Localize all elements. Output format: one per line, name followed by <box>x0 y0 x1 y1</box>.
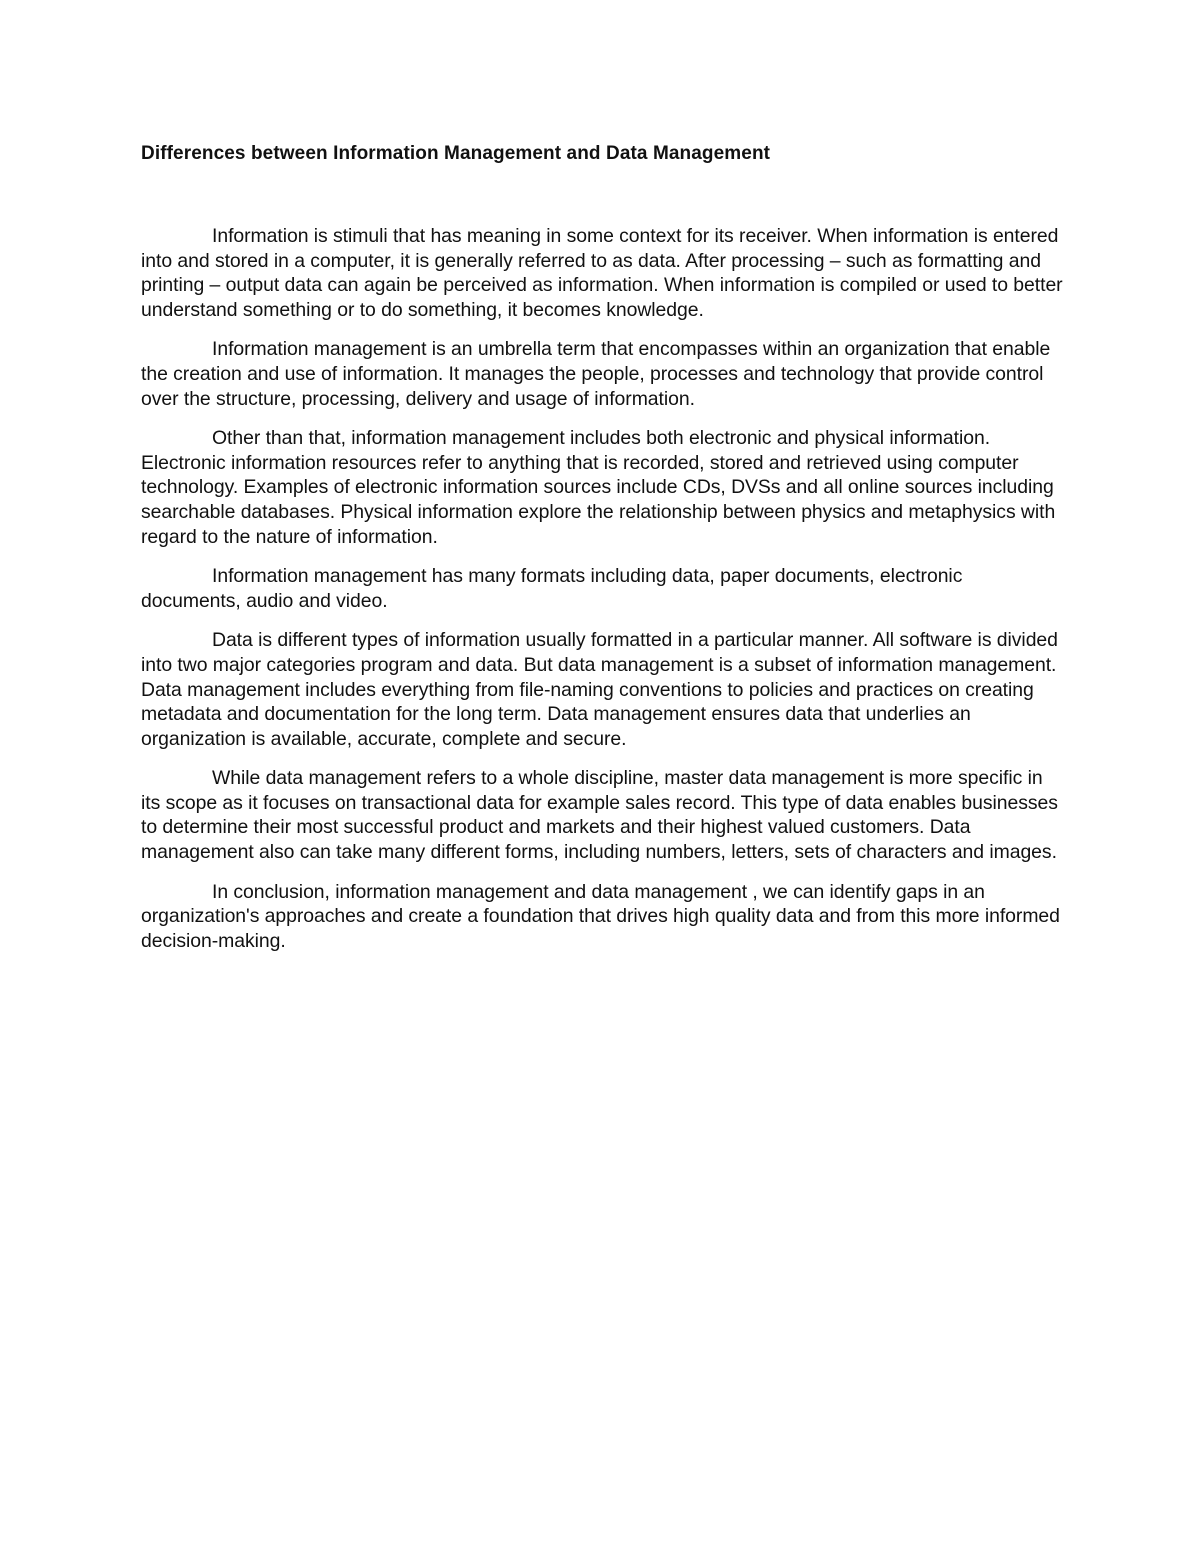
document-title: Differences between Information Management and Data Management <box>141 143 771 164</box>
paragraph-4: Information management has many formats including data, paper documents, electronic documents, audio and video. <box>141 565 963 612</box>
paragraph-5: Data is different types of information usually formatted in a particular manner. All software is divided into two major categories program and data. But data management is a subset of information management. Data management includes everything from file-naming conventions to policies and practices on creating metadata and documentation for the long term. Data management ensures data that underlies an organization is available, accurate, complete and secure. <box>141 629 1058 750</box>
document-content <box>141 141 1066 968</box>
paragraph-6: While data management refers to a whole discipline, master data management is more specific in its scope as it focuses on transactional data for example sales record. This type of data enables businesses to determine their most successful product and markets and their highest valued customers. Data management also can take many different forms, including numbers, letters, sets of characters and images. <box>141 767 1058 864</box>
document-body <box>141 224 1066 953</box>
paragraph-2: Information management is an umbrella term that encompasses within an organization that enable the creation and use of information. It manages the people, processes and technology that provide control over the structure, processing, delivery and usage of information. <box>141 338 1051 410</box>
paragraph-1: Information is stimuli that has meaning in some context for its receiver. When information is entered into and stored in a computer, it is generally referred to as data. After processing – such as formatting and printing – output data can again be perceived as information. When information is compiled or used to better understand something or to do something, it becomes knowledge. <box>141 225 1063 321</box>
paragraph-7: In conclusion, information management and data management , we can identify gaps in an organization's approaches and create a foundation that drives high quality data and from this more informed decision-making. <box>141 880 1060 952</box>
paragraph-3: Other than that, information management includes both electronic and physical information. Electronic information resources refer to anything that is recorded, stored and retrieved using computer technology. Examples of electronic information sources include CDs, DVSs and all online sources including searchable databases. Physical information explore the relationship between physics and metaphysics with regard to the nature of information. <box>141 427 1056 548</box>
